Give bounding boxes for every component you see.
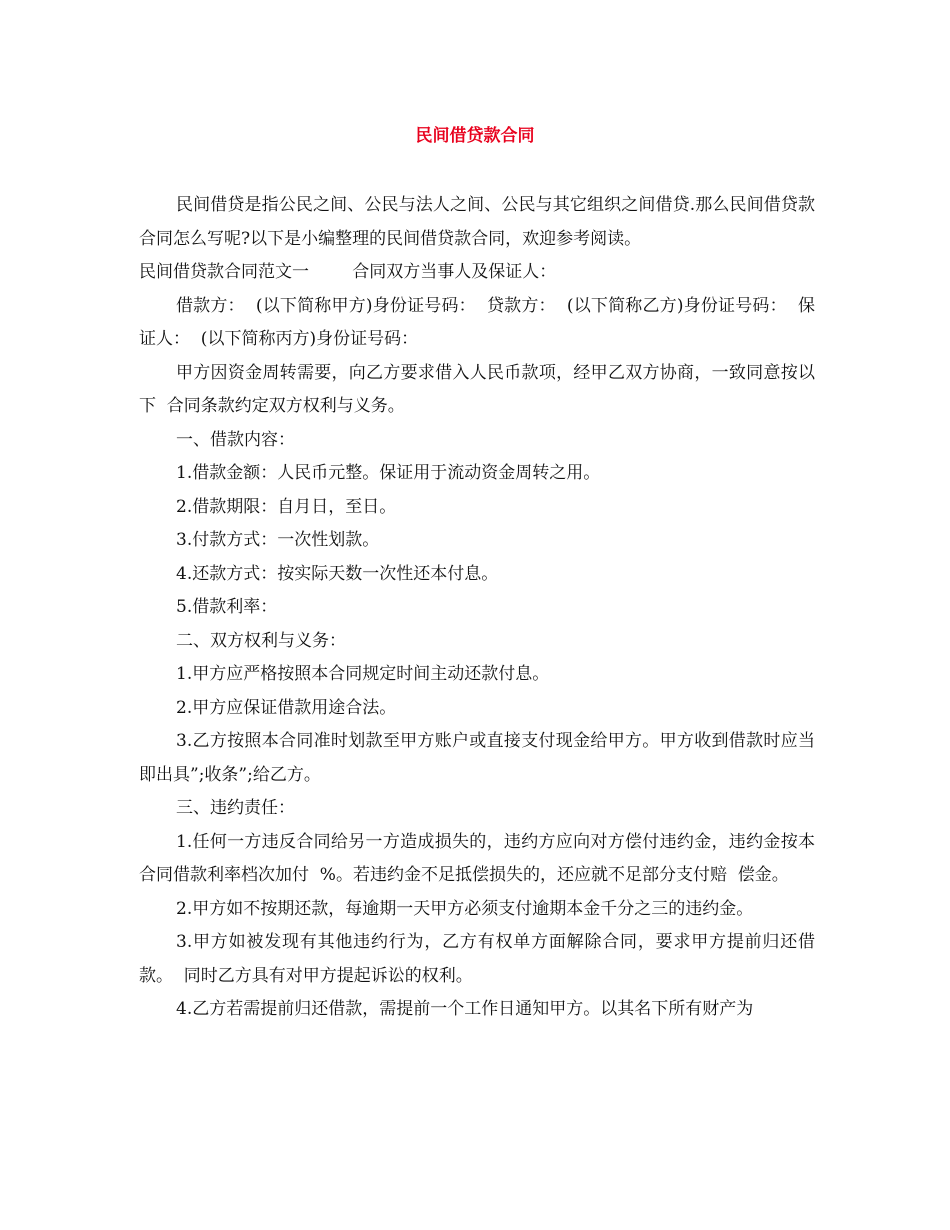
paragraph: 2.借款期限：自月日，至日。 (176, 496, 397, 517)
paragraph: 借款方： (以下简称甲方)身份证号码： 贷款方： (以下简称乙方)身份证号码： 保证人： (以下简称丙方)身份证号码： (139, 295, 815, 349)
paragraph: 民间借贷款合同范文一 合同双方当事人及保证人： (139, 262, 557, 282)
document-body (139, 189, 826, 1027)
paragraph: 1.任何一方违反合同给另一方造成损失的，违约方应向对方偿付违约金，违约金按本 合同借款利率档次加付 %。若违约金不足抵偿损失的，还应就不足部分支付赔 偿金。 (139, 831, 826, 885)
paragraph: 二、双方权利与义务： (176, 630, 346, 651)
paragraph: 5.借款利率： (176, 597, 278, 617)
paragraph: 4.乙方若需提前归还借款，需提前一个工作日通知甲方。以其名下所有财产为 (176, 999, 754, 1019)
paragraph: 2.甲方应保证借款用途合法。 (176, 697, 397, 718)
paragraph: 三、违约责任： (176, 798, 295, 818)
paragraph: 3.付款方式：一次性划款。 (176, 530, 380, 550)
paragraph: 民间借贷是指公民之间、公民与法人之间、公民与其它组织之间借贷.那么民间借贷款合同怎么写呢?以下是小编整理的民间借贷款合同，欢迎参考阅读。 (139, 195, 815, 249)
paragraph: 3.甲方如被发现有其他违约行为，乙方有权单方面解除合同，要求甲方提前归还借款。 同时乙方具有对甲方提起诉讼的权利。 (139, 932, 815, 986)
paragraph: 甲方因资金周转需要，向乙方要求借入人民币款项，经甲乙双方协商，一致同意按以下 合同条款约定双方权利与义务。 (139, 362, 815, 416)
paragraph: 1.甲方应严格按照本合同规定时间主动还款付息。 (176, 664, 550, 684)
paragraph: 1.借款金额：人民币元整。保证用于流动资金周转之用。 (176, 463, 601, 483)
paragraph: 一、借款内容： (176, 429, 295, 450)
paragraph: 4.还款方式：按实际天数一次性还本付息。 (176, 563, 499, 584)
paragraph: 3.乙方按照本合同准时划款至甲方账户或直接支付现金给甲方。甲方收到借款时应当 即出具”;收条”;给乙方。 (139, 731, 826, 785)
document-title: 民间借贷款合同 (415, 126, 535, 146)
paragraph: 2.甲方如不按期还款，每逾期一天甲方必须支付逾期本金千分之三的违约金。 (176, 898, 754, 919)
